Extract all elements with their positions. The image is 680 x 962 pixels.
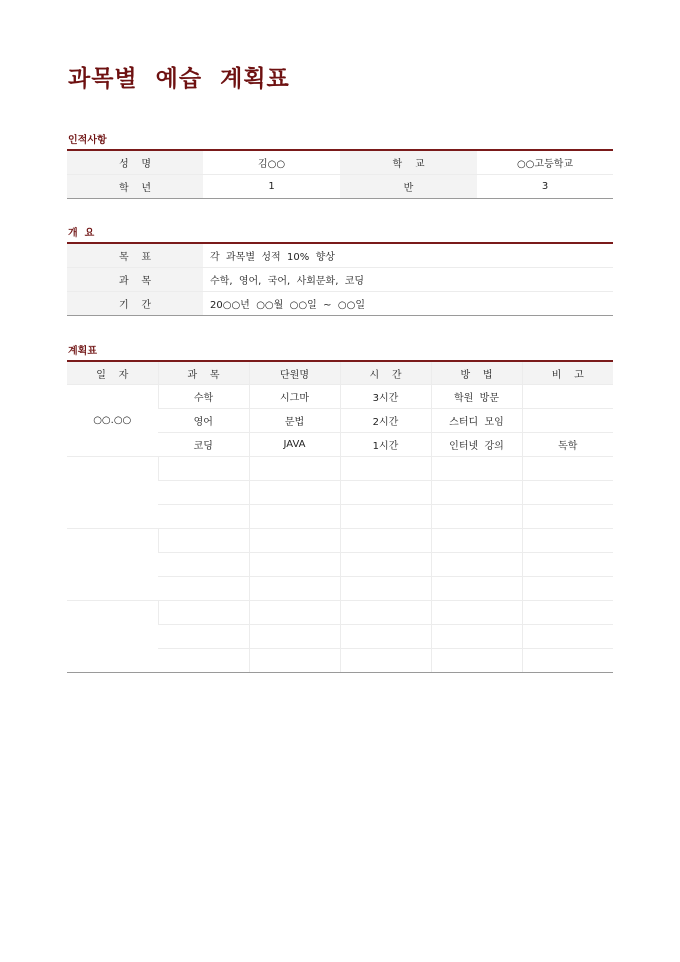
date-cell: [67, 601, 158, 673]
subject-cell: 영어: [158, 409, 249, 433]
date-cell: [67, 529, 158, 601]
header-time: 시 간: [340, 361, 431, 385]
subject-label: 과 목: [67, 268, 203, 292]
page-title: 과목별 예습 계획표: [68, 66, 290, 92]
time-cell: 3시간: [340, 385, 431, 409]
time-cell: 2시간: [340, 409, 431, 433]
header-unit: 단원명: [249, 361, 340, 385]
goal-value: 각 과목별 성적 10% 향상: [203, 243, 613, 268]
grade-value: 1: [203, 175, 340, 199]
goal-label: 목 표: [67, 243, 203, 268]
method-cell: 스터디 모임: [431, 409, 522, 433]
name-value: 김○○: [203, 150, 340, 175]
class-label: 반: [340, 175, 477, 199]
unit-cell: 문법: [249, 409, 340, 433]
date-cell: [67, 457, 158, 529]
table-row: [67, 601, 613, 625]
date-cell: ○○.○○: [67, 385, 158, 457]
period-value: 20○○년 ○○월 ○○일 ~ ○○일: [203, 292, 613, 316]
subject-value: 수학, 영어, 국어, 사회문화, 코딩: [203, 268, 613, 292]
name-label: 성 명: [67, 150, 203, 175]
time-cell: 1시간: [340, 433, 431, 457]
class-value: 3: [477, 175, 613, 199]
header-method: 방 법: [431, 361, 522, 385]
remark-cell: 독학: [522, 433, 613, 457]
overview-table: [67, 242, 613, 316]
method-cell: 인터넷 강의: [431, 433, 522, 457]
table-row: [67, 457, 613, 481]
period-label: 기 간: [67, 292, 203, 316]
table-row: [67, 529, 613, 553]
school-value: ○○고등학교: [477, 150, 613, 175]
section-label-plan: 계획표: [68, 346, 97, 357]
plan-table: [67, 360, 613, 673]
remark-cell: [522, 409, 613, 433]
header-subject: 과 목: [158, 361, 249, 385]
personal-info-table: [67, 149, 613, 199]
header-date: 일 자: [67, 361, 158, 385]
subject-cell: 코딩: [158, 433, 249, 457]
header-remark: 비 고: [522, 361, 613, 385]
section-label-overview: 개 요: [68, 228, 95, 239]
school-label: 학 교: [340, 150, 477, 175]
grade-label: 학 년: [67, 175, 203, 199]
subject-cell: 수학: [158, 385, 249, 409]
table-row: [67, 385, 613, 409]
method-cell: 학원 방문: [431, 385, 522, 409]
section-label-personal-info: 인적사항: [68, 135, 107, 146]
remark-cell: [522, 385, 613, 409]
unit-cell: 시그마: [249, 385, 340, 409]
unit-cell: JAVA: [249, 433, 340, 457]
